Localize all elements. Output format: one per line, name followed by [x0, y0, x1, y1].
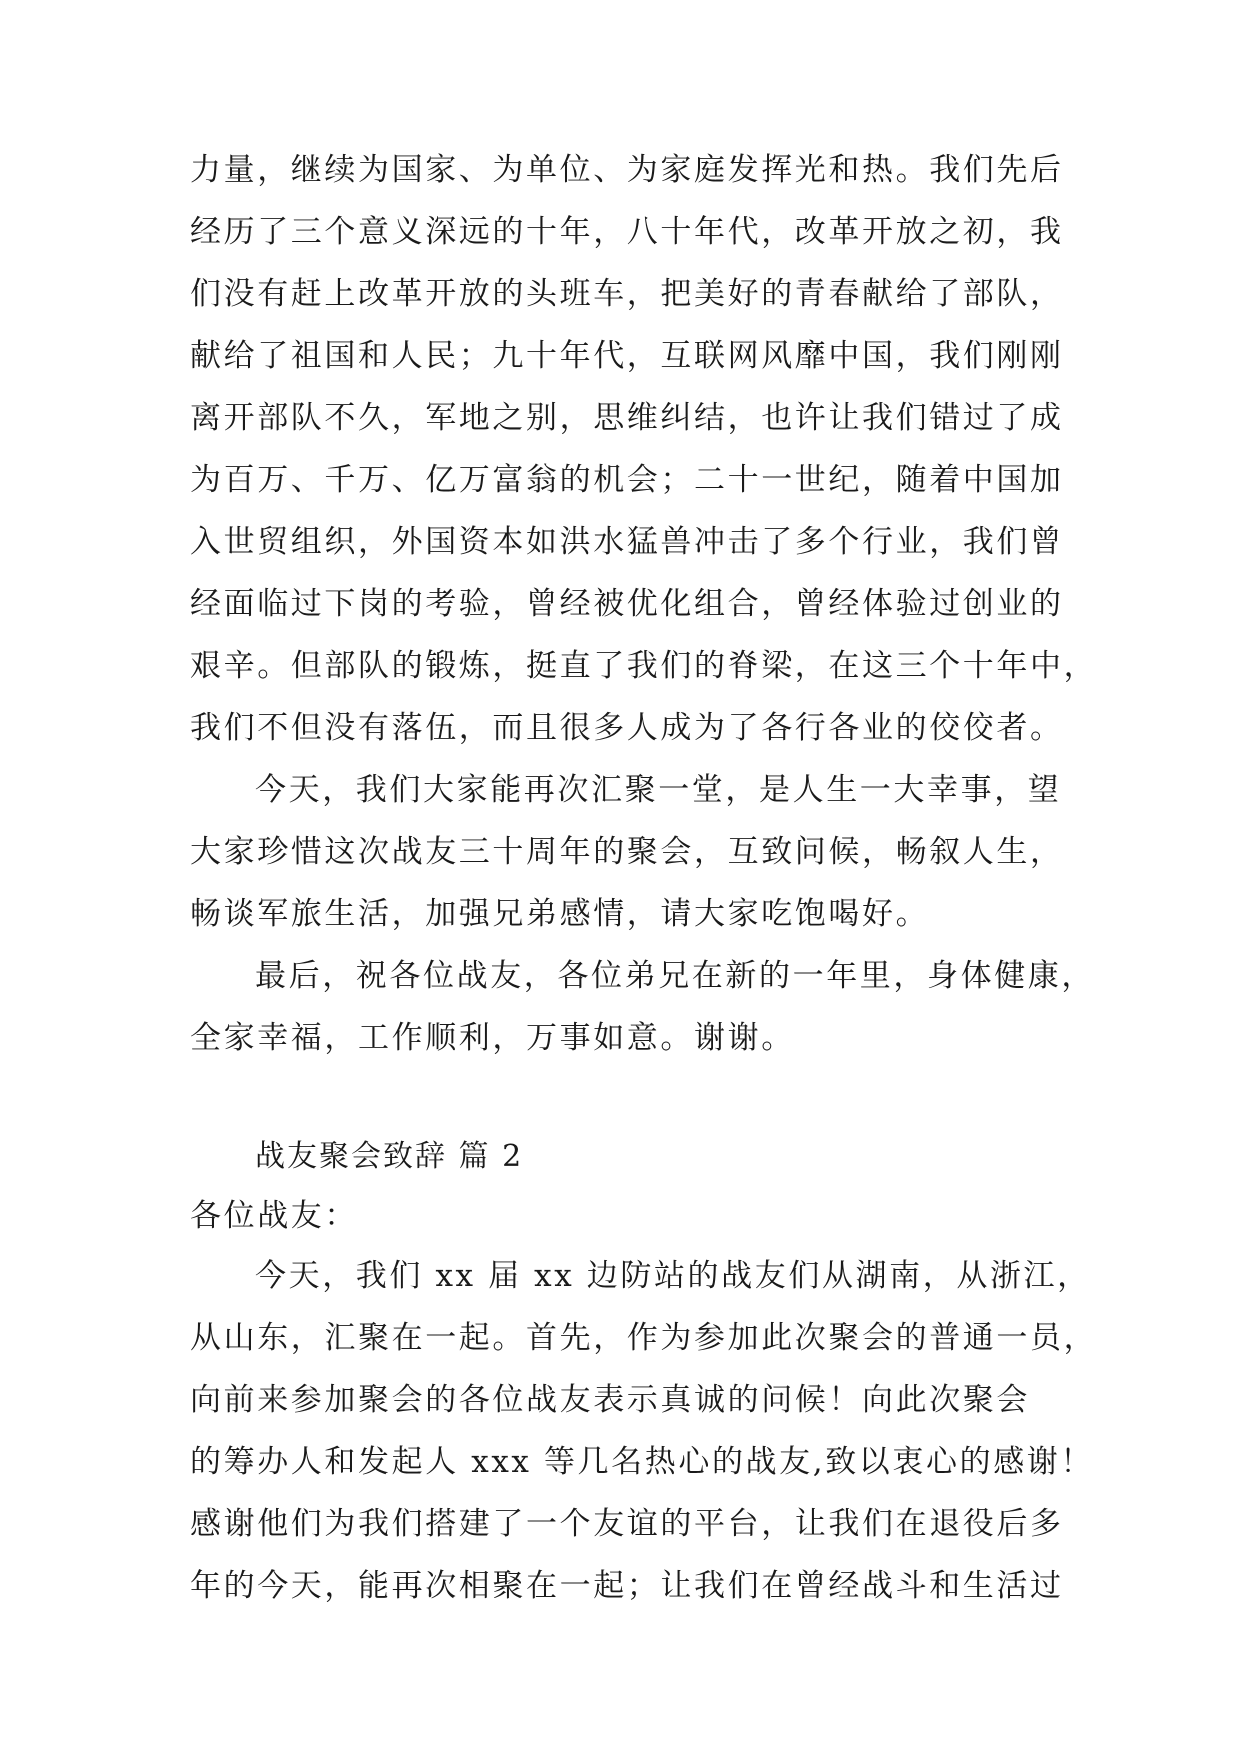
- paragraph-line: 离开部队不久，军地之别，思维纠结，也许让我们错过了成: [190, 400, 1064, 436]
- paragraph-line: 今天，我们 xx 届 xx 边防站的战友们从湖南，从浙江，: [255, 1258, 1091, 1294]
- paragraph-line: 献给了祖国和人民；九十年代，互联网风靡中国，我们刚刚: [190, 338, 1064, 374]
- paragraph-line: 大家珍惜这次战友三十周年的聚会，互致问候，畅叙人生，: [190, 834, 1064, 870]
- salutation: 各位战友：: [190, 1198, 358, 1234]
- paragraph-line: 为百万、千万、亿万富翁的机会；二十一世纪，随着中国加: [190, 462, 1064, 498]
- paragraph-line: 年的今天，能再次相聚在一起；让我们在曾经战斗和生活过: [190, 1568, 1064, 1604]
- paragraph-line: 经面临过下岗的考验，曾经被优化组合，曾经体验过创业的: [190, 586, 1064, 622]
- section-heading: 战友聚会致辞 篇 2: [255, 1139, 524, 1174]
- paragraph-line: 全家幸福，工作顺利，万事如意。谢谢。: [190, 1020, 795, 1056]
- paragraph-line: 今天，我们大家能再次汇聚一堂，是人生一大幸事，望: [255, 772, 1062, 808]
- paragraph-line: 们没有赶上改革开放的头班车，把美好的青春献给了部队，: [190, 276, 1064, 312]
- paragraph-line: 经历了三个意义深远的十年，八十年代，改革开放之初，我: [190, 214, 1064, 250]
- paragraph-line: 最后，祝各位战友，各位弟兄在新的一年里，身体健康，: [255, 958, 1095, 994]
- paragraph-line: 入世贸组织，外国资本如洪水猛兽冲击了多个行业，我们曾: [190, 524, 1064, 560]
- paragraph-line: 的筹办人和发起人 xxx 等几名热心的战友,致以衷心的感谢！: [190, 1444, 1095, 1480]
- paragraph-line: 艰辛。但部队的锻炼，挺直了我们的脊梁，在这三个十年中，: [190, 648, 1098, 684]
- paragraph-line: 向前来参加聚会的各位战友表示真诚的问候！向此次聚会: [190, 1382, 1030, 1418]
- paragraph-line: 我们不但没有落伍，而且很多人成为了各行各业的佼佼者。: [190, 710, 1064, 746]
- paragraph-line: 从山东，汇聚在一起。首先，作为参加此次聚会的普通一员，: [190, 1320, 1098, 1356]
- paragraph-line: 畅谈军旅生活，加强兄弟感情，请大家吃饱喝好。: [190, 896, 930, 932]
- paragraph-line: 力量，继续为国家、为单位、为家庭发挥光和热。我们先后: [190, 152, 1064, 188]
- paragraph-line: 感谢他们为我们搭建了一个友谊的平台，让我们在退役后多: [190, 1506, 1064, 1542]
